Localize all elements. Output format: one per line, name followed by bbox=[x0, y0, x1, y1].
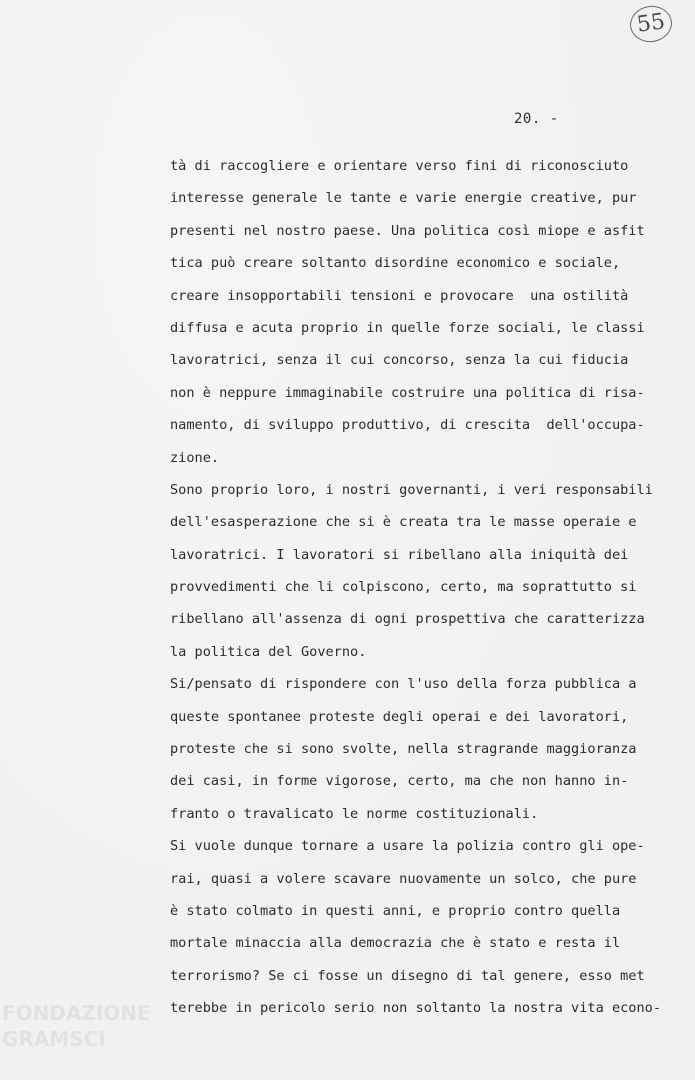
top-margin-smudge bbox=[0, 28, 190, 42]
text-line: tà di raccogliere e orientare verso fini di riconosciuto bbox=[170, 158, 629, 174]
text-line: Si vuole dunque tornare a usare la polizia contro gli ope- bbox=[170, 838, 645, 855]
archive-watermark bbox=[2, 1000, 182, 1070]
text-line: è stato colmato in questi anni, e proprio contro quella bbox=[170, 902, 621, 919]
text-line: non è neppure immaginabile costruire una politica di risa- bbox=[170, 384, 645, 401]
text-line: proteste che si sono svolte, nella stragrande maggioranza bbox=[170, 741, 637, 758]
text-line: provvedimenti che li colpiscono, certo, ma soprattutto si bbox=[170, 579, 637, 596]
text-line: queste spontanee proteste degli operai e dei lavoratori, bbox=[170, 708, 629, 725]
text-line: rai, quasi a volere scavare nuovamente un solco, che pure bbox=[170, 870, 637, 887]
page-number: 20. - bbox=[514, 111, 559, 127]
text-line: lavoratrici. I lavoratori si ribellano alla iniquità dei bbox=[170, 546, 629, 563]
text-line: dei casi, in forme vigorose, certo, ma che non hanno in- bbox=[170, 773, 629, 790]
text-line: namento, di sviluppo produttivo, di crescita dell'occupa- bbox=[170, 417, 645, 434]
text-line: lavoratrici, senza il cui concorso, senza la cui fiducia bbox=[170, 352, 629, 369]
text-line: presenti nel nostro paese. Una politica così miope e asfit bbox=[170, 222, 645, 239]
text-line: ribellano all'assenza di ogni prospettiva che caratterizza bbox=[170, 611, 645, 628]
text-line: mortale minaccia alla democrazia che è stato e resta il bbox=[170, 935, 621, 952]
watermark-line: GRAMSCI bbox=[2, 1027, 106, 1051]
text-line: la politica del Governo. bbox=[170, 643, 367, 660]
page-stamp: 55 bbox=[628, 3, 675, 44]
text-line: terebbe in pericolo serio non soltanto la nostra vita econo- bbox=[170, 1000, 662, 1017]
typed-text-body bbox=[170, 150, 670, 1025]
text-line: tica può creare soltanto disordine economico e sociale, bbox=[170, 255, 621, 272]
text-line: Sono proprio loro, i nostri governanti, i veri responsabili bbox=[170, 481, 653, 498]
text-line: dell'esasperazione che si è creata tra le masse operaie e bbox=[170, 514, 637, 531]
text-line: interesse generale le tante e varie energie creative, pur bbox=[170, 190, 637, 207]
watermark-line: FONDAZIONE bbox=[2, 1001, 151, 1025]
text-line: franto o travalicato le norme costituzionali. bbox=[170, 805, 539, 822]
text-line: creare insopportabili tensioni e provocare una ostilità bbox=[170, 287, 629, 304]
text-line: terrorismo? Se ci fosse un disegno di tal genere, esso met bbox=[170, 967, 645, 984]
text-line: diffusa e acuta proprio in quelle forze sociali, le classi bbox=[170, 319, 645, 336]
text-line: Si/pensato di rispondere con l'uso della forza pubblica a bbox=[170, 676, 637, 693]
text-line: zione. bbox=[170, 449, 220, 466]
